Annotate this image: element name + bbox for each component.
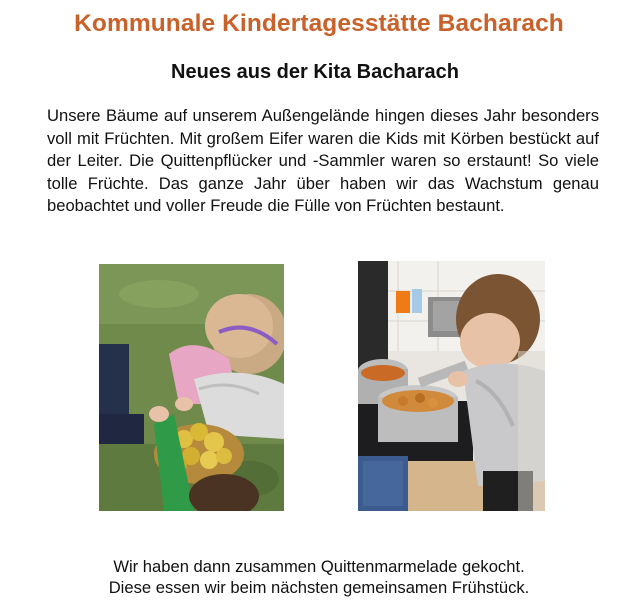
page-subtitle: Neues aus der Kita Bacharach: [171, 61, 459, 83]
page-title: Kommunale Kindertagesstätte Bacharach: [74, 10, 564, 37]
photo-child-cooking-jam: [358, 261, 545, 511]
caption-line-2: Diese essen wir beim nächsten gemeinsamen Frühstück.: [108, 578, 530, 597]
photo-children-with-quinces: [99, 264, 284, 511]
photo-caption: [0, 556, 638, 598]
caption-line-1: Wir haben dann zusammen Quittenmarmelade gekocht.: [113, 557, 525, 576]
body-paragraph: Unsere Bäume auf unserem Außengelände hingen dieses Jahr besonders voll mit Früchten. Mit großem Eifer waren die Kids mit Körben bestückt auf der Leiter. Die Quittenpflücker und -Sammler waren so erstaunt! So viele tolle Früchte. Das ganze Jahr über haben wir das Wachstum genau beobachtet und voller Freude die Fülle von Früchten bestaunt.: [47, 106, 599, 215]
